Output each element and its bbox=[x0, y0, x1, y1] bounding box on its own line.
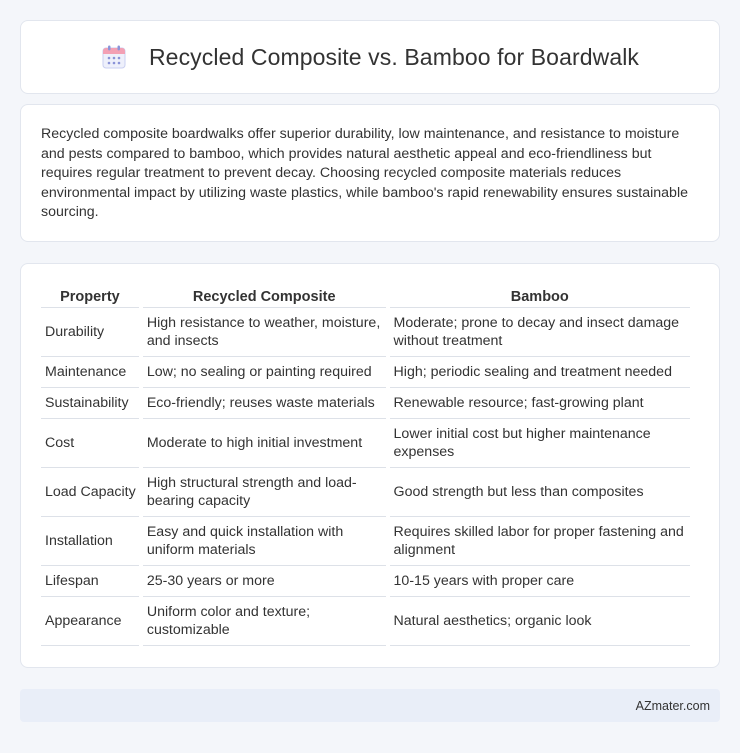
bamboo-cell: Lower initial cost but higher maintenance expenses bbox=[390, 419, 690, 468]
bamboo-cell: Good strength but less than composites bbox=[390, 468, 690, 517]
title-card bbox=[20, 20, 720, 94]
title-wrap bbox=[101, 44, 639, 71]
bamboo-cell: 10-15 years with proper care bbox=[390, 566, 690, 597]
property-cell: Load Capacity bbox=[41, 468, 139, 517]
property-cell: Lifespan bbox=[41, 566, 139, 597]
footer-brand-link[interactable]: AZmater.com bbox=[635, 698, 710, 713]
header-property: Property bbox=[41, 284, 139, 308]
property-cell: Durability bbox=[41, 308, 139, 357]
summary-text: Recycled composite boardwalks offer superior durability, low maintenance, and resistance to moisture and pests compared to bamboo, which provides natural aesthetic appeal and eco-friendliness but requires regular treatment to prevent decay. Choosing recycled composite materials reduces environmental impact by utilizing waste plastics, while bamboo's rapid renewability ensures sustainable sourcing. bbox=[41, 126, 688, 220]
property-cell: Cost bbox=[41, 419, 139, 468]
table-row bbox=[41, 468, 690, 517]
bamboo-cell: High; periodic sealing and treatment needed bbox=[390, 357, 690, 388]
property-cell: Appearance bbox=[41, 597, 139, 646]
bamboo-cell: Requires skilled labor for proper fastening and alignment bbox=[390, 517, 690, 566]
composite-cell: High structural strength and load-bearing capacity bbox=[143, 468, 386, 517]
composite-cell: Uniform color and texture; customizable bbox=[143, 597, 386, 646]
table-row bbox=[41, 566, 690, 597]
table-row bbox=[41, 357, 690, 388]
table-row bbox=[41, 597, 690, 646]
property-cell: Maintenance bbox=[41, 357, 139, 388]
composite-cell: 25-30 years or more bbox=[143, 566, 386, 597]
table-row bbox=[41, 419, 690, 468]
bamboo-cell: Moderate; prone to decay and insect damage without treatment bbox=[390, 308, 690, 357]
table-row bbox=[41, 388, 690, 419]
composite-cell: Low; no sealing or painting required bbox=[143, 357, 386, 388]
table-row bbox=[41, 517, 690, 566]
comparison-table bbox=[37, 284, 694, 646]
bamboo-cell: Natural aesthetics; organic look bbox=[390, 597, 690, 646]
calendar-icon bbox=[101, 44, 127, 70]
bamboo-cell: Renewable resource; fast-growing plant bbox=[390, 388, 690, 419]
composite-cell: High resistance to weather, moisture, and insects bbox=[143, 308, 386, 357]
table-header-row bbox=[41, 284, 690, 308]
summary-card bbox=[20, 104, 720, 242]
table-card bbox=[20, 263, 720, 668]
header-recycled-composite: Recycled Composite bbox=[143, 284, 386, 308]
property-cell: Installation bbox=[41, 517, 139, 566]
footer bbox=[20, 689, 720, 722]
table-row bbox=[41, 308, 690, 357]
header-bamboo: Bamboo bbox=[390, 284, 690, 308]
composite-cell: Easy and quick installation with uniform materials bbox=[143, 517, 386, 566]
composite-cell: Moderate to high initial investment bbox=[143, 419, 386, 468]
page-title: Recycled Composite vs. Bamboo for Boardwalk bbox=[148, 43, 640, 70]
property-cell: Sustainability bbox=[41, 388, 139, 419]
composite-cell: Eco-friendly; reuses waste materials bbox=[143, 388, 386, 419]
